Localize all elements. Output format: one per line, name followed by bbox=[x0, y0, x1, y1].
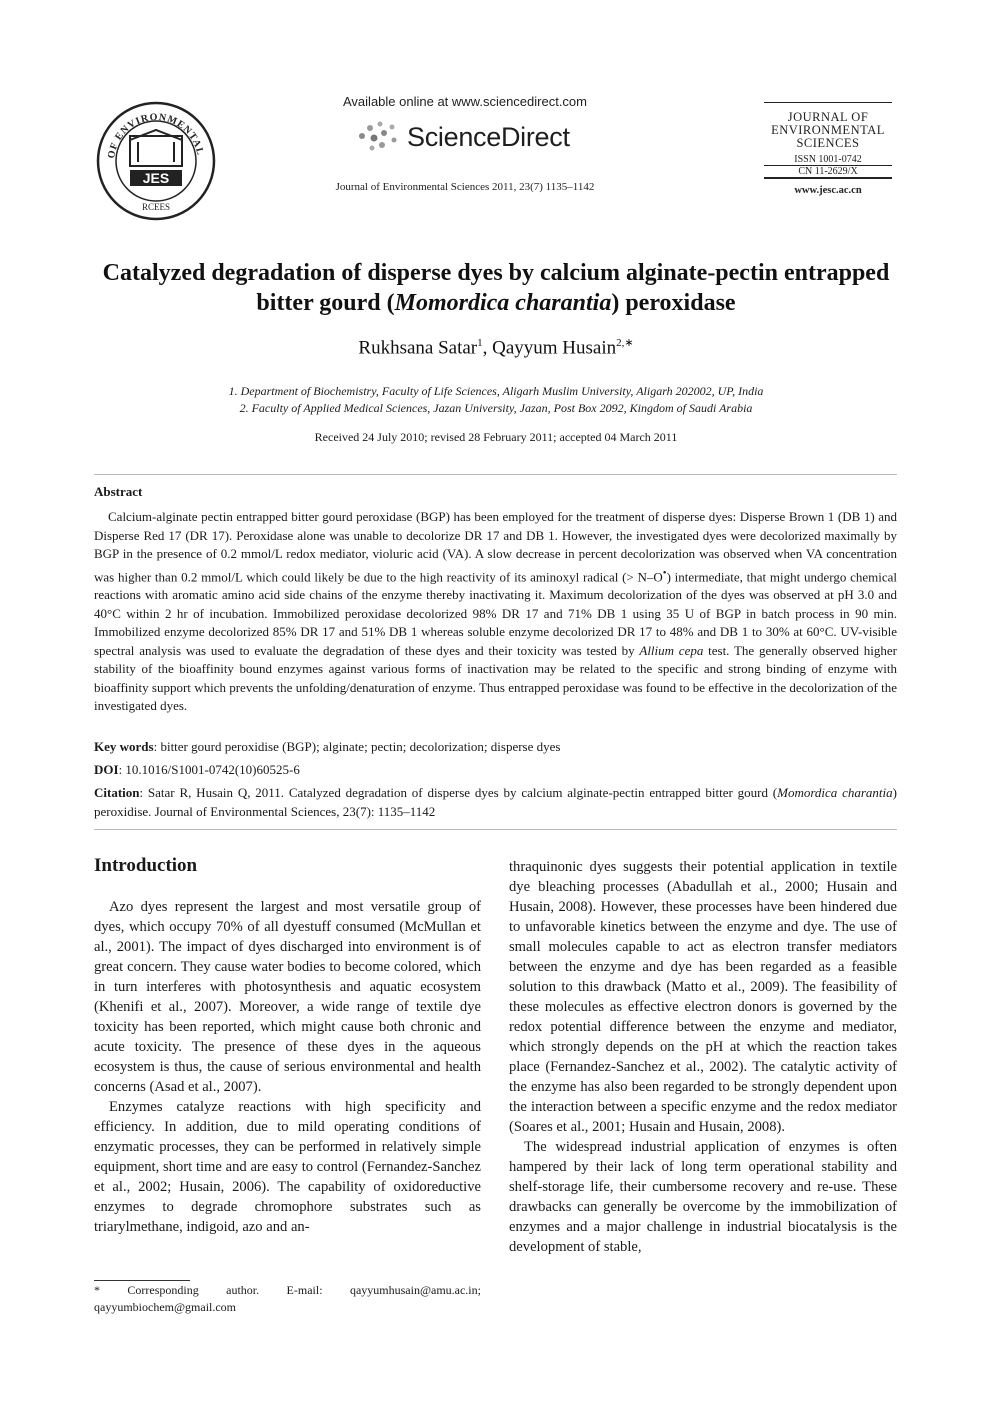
issn: ISSN 1001-0742 bbox=[794, 154, 862, 165]
footnote-word: Corresponding bbox=[127, 1283, 199, 1297]
paper-title bbox=[60, 258, 932, 318]
title-line-2 bbox=[60, 288, 932, 318]
paragraph: The widespread industrial application of enzymes is often hampered by their lack of long term operational stability and shelf-storage life, their cumbersome recovery and re-use. These drawbacks can generally be overcome by the immobilization of enzymes and a major challenge in industrial biocatalysis is the development of stable, bbox=[509, 1139, 897, 1255]
sciencedirect-logo bbox=[352, 116, 592, 156]
abstract-segment: test. The generally observed higher stability of the bioaffinity bound enzymes against various forms of inactivation may be related to the specific and strong binding of enzyme with bioaffinity support which prevents the unfolding/denaturation of enzyme. Thus entrapped peroxidase was found to be effective in the decolorization of the investigated dyes. bbox=[94, 642, 898, 714]
seal-bottom-text: RCEES bbox=[141, 202, 171, 212]
seal-ring-text: OF ENVIRONMENTAL bbox=[106, 111, 206, 160]
journal-name-line-3: SCIENCES bbox=[796, 136, 860, 150]
species-name: Momordica charantia bbox=[777, 785, 893, 800]
keywords bbox=[94, 738, 897, 757]
affiliation-1: 1. Department of Biochemistry, Faculty of Life Sciences, Aligarh Muslim University, Aligarh 202002, UP, India bbox=[228, 384, 764, 398]
author-separator: , bbox=[482, 337, 493, 359]
divider bbox=[764, 177, 892, 179]
journal-citation-line: Journal of Environmental Sciences 2011, 23(7) 1135–1142 bbox=[335, 181, 595, 193]
abstract-segment: ) intermediate, that might undergo chemical reactions with aromatic amino acid side chains of the enzyme thereby inactivating it. Maximum decolorization of the dyes was observed at pH 3.0 and 40°C within 2 hr of incubation. Immobilized peroxidase decolorized 98% DR 17 and 71% DB 1 using 35 U of BGP in batch process in 90 min. Immobilized enzyme decolorized 85% DR 17 and 51% DB 1 whereas soluble enzyme decolorized DR 17 to 48% and DB 1 to 30% at 60°C. UV-visible spectral analysis was used to evaluate the degradation of these dyes and their toxicity was tested by bbox=[94, 568, 897, 658]
citation-label: Citation bbox=[94, 785, 140, 800]
abstract-text bbox=[94, 508, 897, 716]
title-text: bitter gourd ( bbox=[256, 290, 395, 316]
title-line-1: Catalyzed degradation of disperse dyes by calcium alginate-pectin entrapped bbox=[102, 260, 890, 286]
paragraph: Enzymes catalyze reactions with high specificity and efficiency. In addition, due to mild operating conditions of enzymatic processes, they can be performed in relatively simple equipment, short time and are easy to control (Fernandez-Sanchez et al., 2002; Husain, 2006). The capability of oxidoreductive enzymes to degrade chromophore substrates such as triarylmethane, indigoid, azo and an- bbox=[94, 1099, 481, 1235]
doi-text: : 10.1016/S1001-0742(10)60525-6 bbox=[118, 762, 300, 777]
species-name: Allium cepa bbox=[639, 642, 704, 658]
species-name: Momordica charantia bbox=[394, 290, 612, 316]
divider bbox=[764, 102, 892, 103]
title-text: ) peroxidase bbox=[611, 290, 736, 316]
right-column bbox=[509, 857, 897, 1257]
divider bbox=[94, 474, 897, 475]
paragraph: thraquinonic dyes suggests their potential application in textile dye bleaching processes (Abadullah et al., 2000; Husain and Husain, 2008). However, these processes have been hindered due to unfavorable kinetics between the enzyme and dye. The use of small molecules capable to act as electron transfer mediators between the enzyme and dye has been regarded as a feasible solution to this drawback (Matto et al., 2009). The feasibility of these molecules as effective electron donors is governed by the redox potential difference between the enzyme and mediator, which strongly depends on the pH at which the reaction takes place (Fernandez-Sanchez et al., 2002). The catalytic activity of the enzyme has also been regarded to be strongly dependent upon the interaction between a specific enzyme and the redox mediator (Soares et al., 2001; Husain and Husain, 2008). bbox=[509, 859, 897, 1135]
footnote-word: E-mail: bbox=[286, 1283, 323, 1297]
divider bbox=[94, 829, 897, 830]
citation-text: ) peroxidise. Journal of Environmental Sciences, 23(7): 1135–1142 bbox=[94, 785, 897, 819]
radical-dot: • bbox=[662, 566, 667, 579]
seal-acronym: JES bbox=[142, 170, 170, 186]
corresponding-author-footnote bbox=[94, 1282, 481, 1316]
footnote-word: author. bbox=[226, 1283, 260, 1297]
journal-website: www.jesc.ac.cn bbox=[794, 185, 862, 196]
abstract-segment: Calcium-alginate pectin entrapped bitter gourd peroxidase (BGP) has been employed for the treatment of disperse dyes: Disperse Brown 1 (DB 1) and Disperse Red 17 (DR 17). Peroxidase alone was unable to decolorize DR 17 and DB 1. However, the investigated dyes were decolorized maximally by BGP in the presence of 0.2 mmol/L redox mediator, violuric acid (VA). A slow decrease in percent decolorization was observed when VA concentration was higher than 0.2 mmol/L which could likely be due to the high reactivity of its aminoxyl radical (> N–O bbox=[94, 509, 897, 584]
paragraph: Azo dyes represent the largest and most versatile group of dyes, which occupy 70% of all dyestuff consumed (McMullan et al., 2001). The impact of dyes discharged into environment is of great concern. They cause water bodies to become colored, which in turn interferes with photosynthesis and aquatic ecosystem (Khenifi et al., 2007). Moreover, a wide range of textile dye toxicity has been reported, which might cause both chronic and acute toxicity. The presence of these dyes in the aqueous ecosystem is thus, the cause of serious environmental and health concerns (Asad et al., 2007). bbox=[94, 899, 481, 1095]
citation-text: : Satar R, Husain Q, 2011. Catalyzed degradation of disperse dyes by calcium alginate-pectin entrapped bitter gourd ( bbox=[139, 785, 778, 800]
sciencedirect-wordmark: ScienceDirect bbox=[407, 122, 570, 152]
citation bbox=[94, 784, 897, 821]
abstract-heading: Abstract bbox=[94, 484, 143, 499]
footnote-divider bbox=[94, 1280, 190, 1281]
section-heading-introduction: Introduction bbox=[94, 855, 198, 876]
keywords-text: : bitter gourd peroxidise (BGP); alginate; pectin; decolorization; disperse dyes bbox=[153, 739, 561, 754]
affiliation-marker: 2,∗ bbox=[616, 337, 634, 349]
journal-name-line-2: ENVIRONMENTAL bbox=[771, 123, 885, 137]
journal-info-box bbox=[764, 102, 892, 202]
author-list bbox=[200, 336, 792, 359]
doi-label: DOI bbox=[94, 762, 119, 777]
sciencedirect-dots-icon bbox=[352, 116, 412, 156]
email-link[interactable]: qayyumbiochem@gmail.com bbox=[94, 1300, 237, 1314]
author-name: Rukhsana Satar bbox=[358, 337, 478, 359]
keywords-label: Key words bbox=[94, 739, 154, 754]
affiliation-marker: 1 bbox=[477, 337, 483, 349]
footnote-marker: * bbox=[94, 1283, 100, 1297]
received-dates: Received 24 July 2010; revised 28 February 2011; accepted 04 March 2011 bbox=[314, 430, 678, 444]
svg-text:JOURNAL OF ENVIRONMENTAL SCIEN bbox=[94, 100, 206, 162]
left-column bbox=[94, 897, 481, 1237]
email-link[interactable]: qayyumhusain@amu.ac.in; bbox=[349, 1283, 481, 1297]
journal-seal-logo bbox=[94, 100, 218, 222]
doi bbox=[94, 761, 897, 780]
journal-name-line-1: JOURNAL OF bbox=[787, 110, 869, 124]
affiliations bbox=[150, 383, 842, 417]
author-name: Qayyum Husain bbox=[492, 337, 617, 359]
affiliation-2: 2. Faculty of Applied Medical Sciences, Jazan University, Jazan, Post Box 2092, Kingdom of Saudi Arabia bbox=[239, 401, 753, 415]
cn-number: CN 11-2629/X bbox=[798, 166, 858, 177]
available-online-line: Available online at www.sciencedirect.com bbox=[343, 94, 587, 109]
